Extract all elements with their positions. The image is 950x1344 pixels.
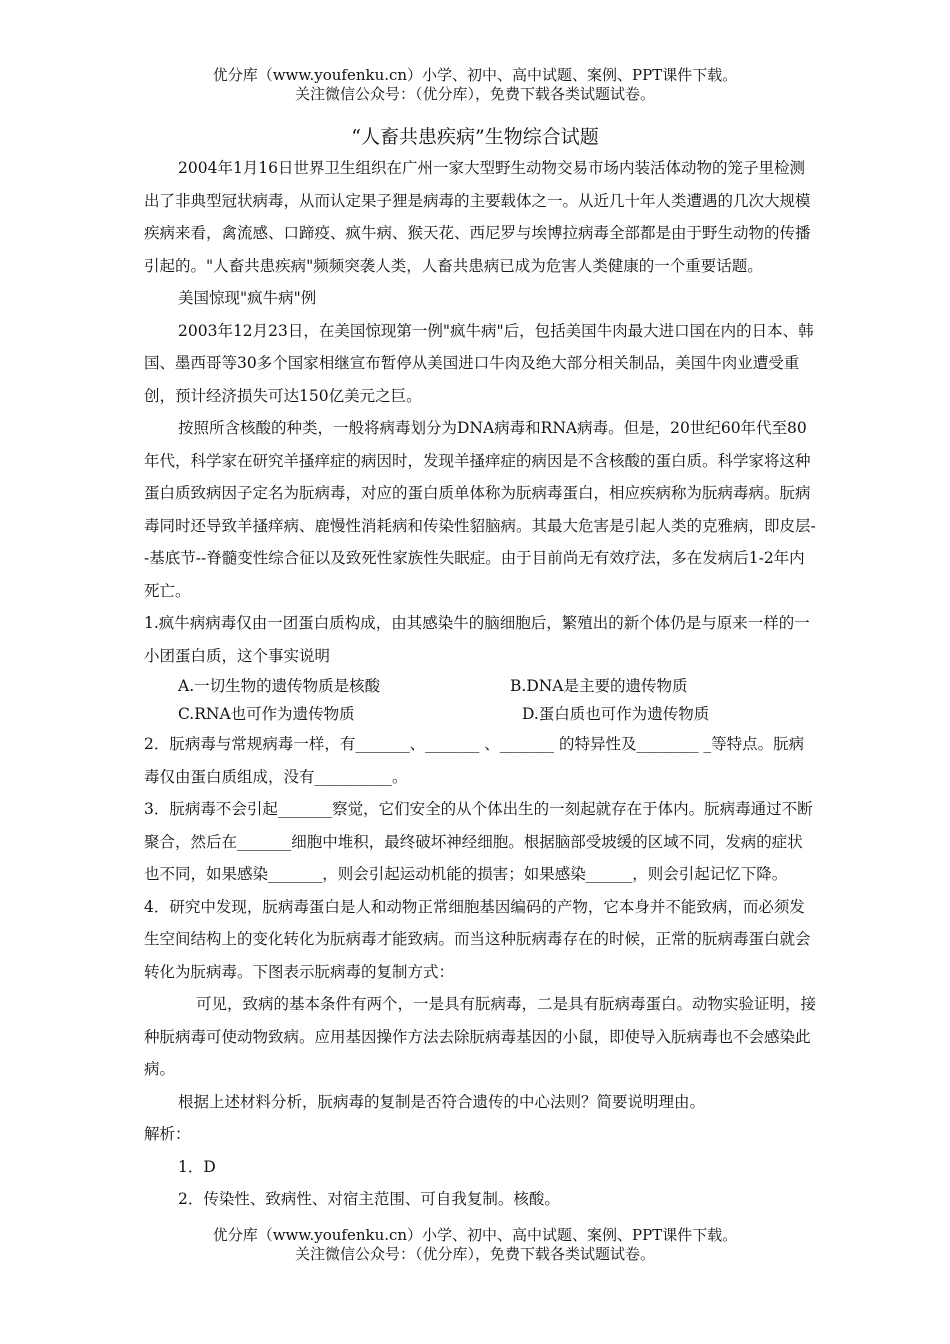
question-4: 4．研究中发现，朊病毒蛋白是人和动物正常细胞基因编码的产物，它本身并不能致病，而必须发生空间结构上的变化转化为朊病毒才能致病。而当这种朊病毒存在的时候，正常的朊病毒蛋白就会转化为朊病毒。下图表示朊病毒的复制方式： <box>144 897 811 981</box>
mad-cow-paragraph: 2003年12月23日，在美国惊现第一例"疯牛病"后，包括美国牛肉最大进口国在内的日本、韩国、墨西哥等30多个国家相继宣布暂停从美国进口牛肉及绝大部分相关制品，美国牛肉业遭受重创，预计经济损失可达150亿美元之巨。 <box>144 321 814 405</box>
option-c: C.RNA也可作为遗传物质 <box>178 705 355 723</box>
question-2: 2．朊病毒与常规病毒一样，有_______、_______ 、_______ 的特异性及________ _等特点。朊病毒仅由蛋白质组成，没有__________。 <box>144 735 805 786</box>
header-line-2: 关注微信公众号：（优分库），免费下载各类试题试卷。 <box>294 85 655 103</box>
footer-line-1: 优分库（www.youfenku.cn）小学、初中、高中试题、案例、PPT课件下载。 <box>212 1226 738 1244</box>
question-4-prompt: 根据上述材料分析，朊病毒的复制是否符合遗传的中心法则？简要说明理由。 <box>178 1092 706 1111</box>
option-b: B.DNA是主要的遗传物质 <box>510 677 688 695</box>
analysis-label: 解析： <box>144 1125 191 1143</box>
intro-paragraph: 2004年1月16日世界卫生组织在广州一家大型野生动物交易市场内装活体动物的笼子里检测出了非典型冠状病毒，从而认定果子狸是病毒的主要载体之一。从近几十年人类遭遇的几次大规模疾病来看，禽流感、口蹄疫、疯牛病、猴天花、西尼罗与埃博拉病毒全部都是由于野生动物的传播引起的。"人畜共患疾病"频频突袭人类，人畜共患病已成为危害人类健康的一个重要话题。 <box>144 159 811 275</box>
section-heading: 美国惊现"疯牛病"例 <box>178 289 317 307</box>
document-body <box>144 152 816 1216</box>
question-1: 1.疯牛病病毒仅由一团蛋白质构成，由其感染牛的脑细胞后，繁殖出的新个体仍是与原来一样的一小团蛋白质，这个事实说明 <box>144 614 810 665</box>
page-header <box>0 66 950 104</box>
option-d: D.蛋白质也可作为遗传物质 <box>522 705 710 723</box>
option-a: A.一切生物的遗传物质是核酸 <box>178 677 381 695</box>
footer-line-2: 关注微信公众号：（优分库），免费下载各类试题试卷。 <box>294 1245 655 1263</box>
prion-paragraph: 按照所含核酸的种类，一般将病毒划分为DNA病毒和RNA病毒。但是，20世纪60年代至80年代，科学家在研究羊搔痒症的病因时，发现羊搔痒症的病因是不含核酸的蛋白质。科学家将这种蛋白质致病因子定名为朊病毒，对应的蛋白质单体称为朊病毒蛋白，相应疾病称为朊病毒病。朊病毒同时还导致羊搔痒病、鹿慢性消耗病和传染性貂脑病。其最大危害是引起人类的克雅病，即皮层--基底节--脊髓变性综合征以及致死性家族性失眠症。由于目前尚无有效疗法，多在发病后1-2年内死亡。 <box>144 419 816 600</box>
page-footer <box>0 1226 950 1264</box>
question-1-options-row-2 <box>144 700 816 728</box>
question-3: 3．朊病毒不会引起_______察觉，它们安全的从个体出生的一刻起就存在于体内。朊病毒通过不断聚合，然后在_______细胞中堆积，最终破坏神经细胞。根据脑部受坡缓的区域不同，发病的症状也不同，如果感染_______，则会引起运动机能的损害；如果感染______，则会引起记忆下降。 <box>144 800 813 883</box>
answer-1: 1．D <box>178 1157 216 1176</box>
header-line-1: 优分库（www.youfenku.cn）小学、初中、高中试题、案例、PPT课件下载。 <box>212 66 738 84</box>
answer-2: 2．传染性、致病性、对宿主范围、可自我复制。核酸。 <box>178 1190 560 1208</box>
document-title: “人畜共患疾病”生物综合试题 <box>351 126 599 148</box>
question-4-continuation: 可见，致病的基本条件有两个，一是具有朊病毒，二是具有朊病毒蛋白。动物实验证明，接种朊病毒可使动物致病。应用基因操作方法去除朊病毒基因的小鼠，即使导入朊病毒也不会感染此病。 <box>144 995 817 1078</box>
question-1-options-row-1 <box>144 672 816 700</box>
